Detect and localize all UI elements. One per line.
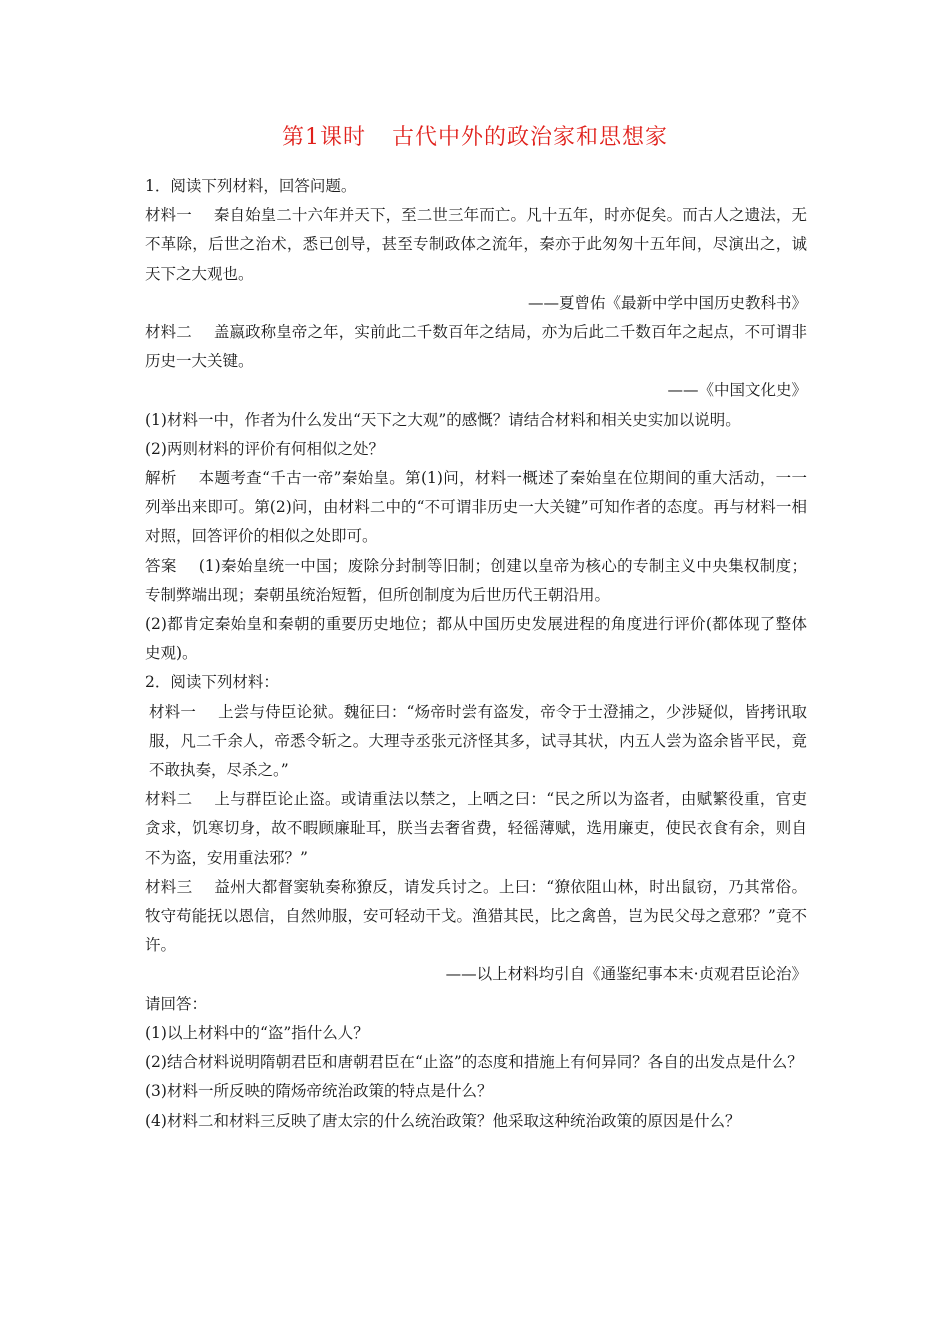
q1-prompt: 1．阅读下列材料，回答问题。 [145,177,357,195]
q1-material-1-label: 材料一 [145,206,192,225]
q2-material-3 [145,873,807,961]
q2-material-3-label: 材料三 [145,877,193,896]
q2-material-3-text: 益州大都督窦轨奏称獠反，请发兵讨之。上曰：“獠依阻山林，时出鼠窃，乃其常俗。牧守苟能抚以恩信，自然帅服，安可轻动干戈。渔猎其民，比之禽兽，岂为民父母之意邪？”竟不许。 [145,877,807,955]
q2-material-1 [145,698,807,786]
q1-analysis-label: 解析 [145,469,177,488]
q2-source: ——以上材料均引自《通鉴纪事本末·贞观君臣论治》 [445,965,807,984]
q2-prompt: 2．阅读下列材料： [145,673,279,692]
q1-material-2-text: 盖嬴政称皇帝之年，实前此二千数百年之结局，亦为后此二千数百年之起点，不可谓非历史一大关键。 [145,323,807,371]
q1-sub-question-2: (2)两则材料的评价有何相似之处？ [145,439,384,458]
q1-material-1-text: 秦自始皇二十六年并天下，至二世三年而亡。凡十五年，时亦促矣。而古人之遗法，无不革除，后世之治术，悉已创导，甚至专制政体之流年，秦亦于此匆匆十五年间，尽演出之，诚天下之大观也。 [145,206,807,283]
q1-sub-question-1: (1)材料一中，作者为什么发出“天下之大观”的感慨？请结合材料和相关史实加以说明。 [145,410,741,429]
q1-material-1 [145,201,807,289]
q2-material-1-text: 上尝与侍臣论狱。魏征曰：“炀帝时尝有盗发，帝令于士澄捕之，少涉疑似，皆拷讯取服，凡二千余人，帝悉令斩之。大理寺丞张元济怪其多，试寻其状，内五人尝为盗余皆平民，竟不敢执奏，尽杀之。” [149,702,807,780]
q1-material-1-source: ——夏曾佑《最新中学中国历史教科书》 [527,293,807,312]
q2-material-2-label: 材料二 [145,790,193,809]
q2-sub-question-3: (3)材料一所反映的隋炀帝统治政策的特点是什么？ [145,1082,493,1101]
q1-analysis-text: 本题考查“千古一帝”秦始皇。第(1)问，材料一概述了秦始皇在位期间的重大活动，一一列举出来即可。第(2)问，由材料二中的“不可谓非历史一大关键”可知作者的态度。再与材料一相对照，回答评价的相似之处即可。 [145,469,807,546]
q2-sub-question-1: (1)以上材料中的“盗”指什么人？ [145,1023,369,1042]
q2-ask: 请回答： [145,994,208,1013]
q2-sub-question-4: (4)材料二和材料三反映了唐太宗的什么统治政策？他采取这种统治政策的原因是什么？ [145,1111,741,1130]
lesson-number: 第1课时 [281,125,366,150]
q2-material-2 [145,785,807,873]
q2-material-2-text: 上与群臣论止盗。或请重法以禁之，上哂之曰：“民之所以为盗者，由赋繁役重，官吏贪求，饥寒切身，故不暇顾廉耻耳，朕当去奢省费，轻徭薄赋，选用廉吏，使民衣食有余，则自不为盗，安用重法邪？” [145,790,807,867]
document-body [145,172,807,1136]
q2-material-1-label: 材料一 [149,702,197,721]
page-title [0,120,950,151]
q1-material-2-source: ——《中国文化史》 [667,381,807,400]
q1-answer-part-2: (2)都肯定秦始皇和秦朝的重要历史地位；都从中国历史发展进程的角度进行评价(都体现了整体史观)。 [145,615,807,663]
q1-material-2 [145,318,807,376]
q1-analysis [145,464,807,552]
lesson-topic: 古代中外的政治家和思想家 [391,125,668,150]
q2-sub-question-2: (2)结合材料说明隋朝君臣和唐朝君臣在“止盗”的态度和措施上有何异同？各自的出发点是什么？ [145,1053,803,1072]
q1-answer [145,552,807,610]
q1-answer-part-1: (1)秦始皇统一中国；废除分封制等旧制；创建以皇帝为核心的专制主义中央集权制度；专制弊端出现；秦朝虽统治短暂，但所创制度为后世历代王朝沿用。 [145,556,807,604]
q1-answer-label: 答案 [145,556,177,575]
q1-material-2-label: 材料二 [145,323,192,342]
